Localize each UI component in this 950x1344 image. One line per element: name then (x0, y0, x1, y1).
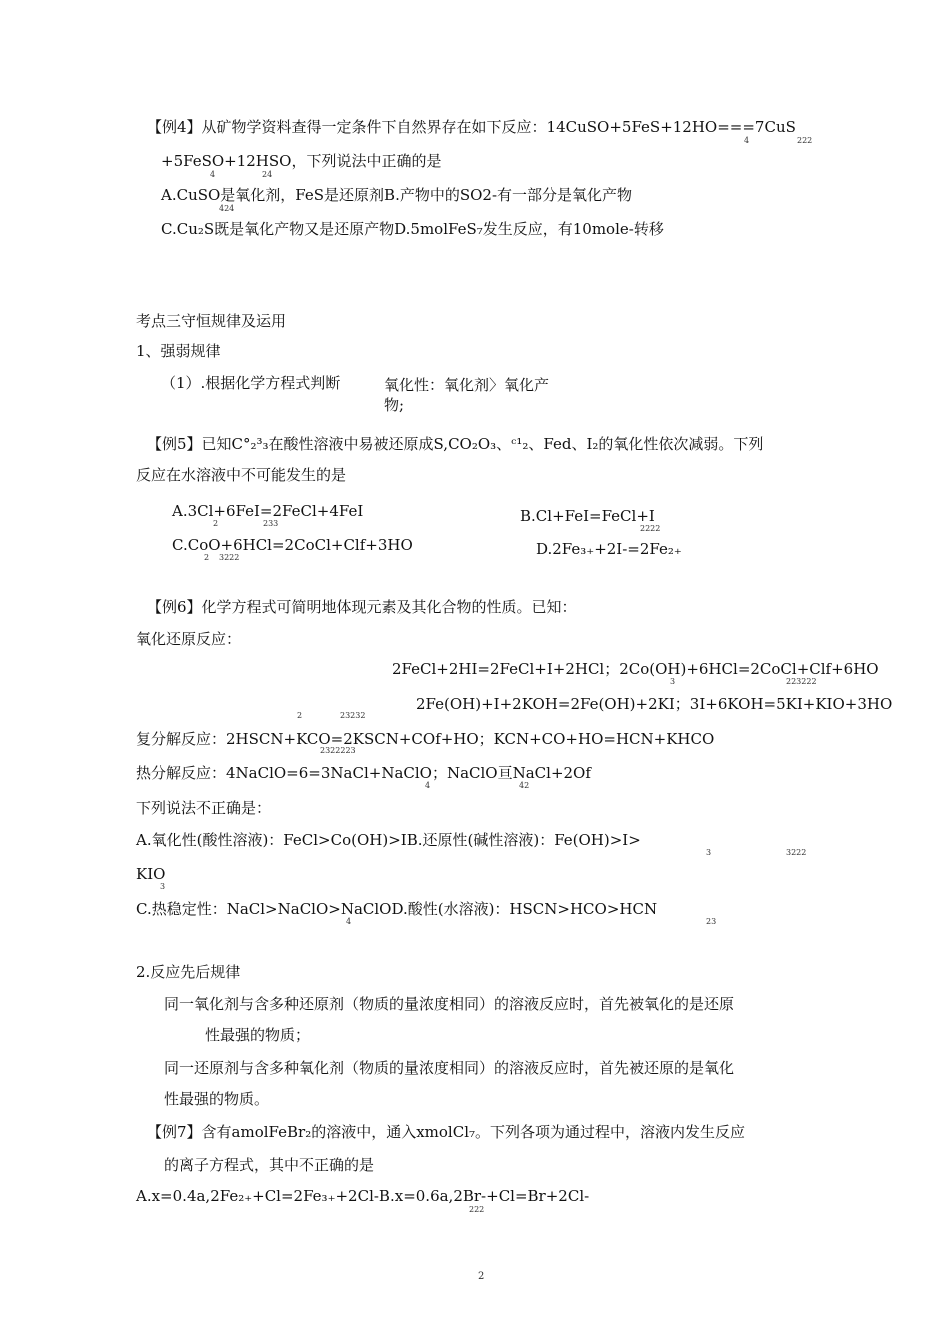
ex4-sub1a: 4 (744, 136, 750, 145)
ex6-eq3: 复分解反应：2HSCN+KCO=2KSCN+COf+HO；KCN+CO+HO=HCN+KHCO (136, 730, 715, 748)
ex6-sub-opta3: 3 (160, 882, 166, 891)
ex7-sub-ab: 222 (469, 1205, 485, 1214)
ex4-sub-ab: 424 (219, 204, 235, 213)
ex6-sub-optc2: 23 (706, 917, 717, 926)
ex5-option-d: D.2Fe₃₊+2I-=2Fe₂₊ (536, 540, 682, 558)
ex4-option-cd: C.Cu₂S既是氧化产物又是还原产物D.5molFeS₇发生反应，有10mole-转移 (161, 220, 664, 238)
ex4-sub2b: 24 (262, 170, 273, 179)
ex5-sub-a2: 233 (263, 519, 279, 528)
ex6-eq1: 2FeCl+2HI=2FeCl+I+2HCl；2Co(OH)+6HCl=2CoCl+Clf+6HO (392, 660, 879, 678)
ex5-sub-c2: 3222 (219, 553, 240, 562)
ex6-eq4: 热分解反应：4NaClO=6=3NaCl+NaClO；NaClO亘NaCl+2Of (136, 764, 591, 782)
rule1-item1: （1）.根据化学方程式判断 (161, 374, 341, 392)
ex5-sub-b: 2222 (640, 524, 661, 533)
ex7-option-ab: A.x=0.4a,2Fe₂₊+Cl=2Fe₃₊+2Cl-B.x=0.6a,2Br-+Cl=Br+2Cl- (136, 1187, 590, 1205)
ex6-sub-opta2: 3222 (786, 848, 807, 857)
ex6-eq2: 2Fe(OH)+I+2KOH=2Fe(OH)+2KI；3I+6KOH=5KI+KIO+3HO (416, 695, 893, 713)
rule2-p2-line2: 性最强的物质。 (164, 1090, 270, 1108)
rule1-note-line2: 物; (384, 396, 405, 414)
ex5-option-a: A.3Cl+6FeI=2FeCl+4FeI (172, 502, 364, 520)
ex6-sub-eq1b: 223222 (786, 677, 817, 686)
rule2-p2-line1: 同一还原剂与含多种氧化剂（物质的量浓度相同）的溶液反应时，首先被还原的是氧化 (164, 1059, 735, 1077)
ex5-sub-c1: 2 (204, 553, 210, 562)
ex5-option-c: C.CoO+6HCl=2CoCl+Clf+3HO (172, 536, 413, 554)
ex6-sub-eq4b: 42 (519, 781, 530, 790)
ex6-sub-optc1: 4 (346, 917, 352, 926)
rule1-title: 1、强弱规律 (136, 342, 221, 360)
ex6-sub-opta1: 3 (706, 848, 712, 857)
ex6-sub-eq2b: 23232 (340, 711, 366, 720)
ex6-question: 下列说法不正确是： (136, 799, 272, 817)
ex7-line1: 【例7】含有amolFeBr₂的溶液中，通入xmolCl₇。下列各项为通过程中，溶液内发生反应 (147, 1123, 746, 1141)
ex6-line2: 氧化还原反应： (136, 630, 242, 648)
ex4-option-ab: A.CuSO是氧化剂，FeS是还原剂B.产物中的SO2-有一部分是氧化产物 (161, 186, 633, 204)
ex6-option-cd: C.热稳定性：NaCl>NaClO>NaClOD.酸性(水溶液)：HSCN>HCO>HCN (136, 900, 658, 918)
ex4-line2: +5FeSO+12HSO，下列说法中正确的是 (161, 152, 442, 170)
ex6-option-ab: A.氧化性(酸性溶液)：FeCl>Co(OH)>IB.还原性(碱性溶液)：Fe(OH)>I> (136, 831, 641, 849)
ex6-sub-eq4a: 4 (425, 781, 431, 790)
section-title: 考点三守恒规律及运用 (136, 312, 287, 330)
page-number: 2 (478, 1271, 485, 1282)
ex5-sub-a1: 2 (213, 519, 219, 528)
ex6-sub-eq1a: 3 (670, 677, 676, 686)
ex4-sub1b: 222 (797, 136, 813, 145)
ex6-sub-eq2a: 2 (297, 711, 303, 720)
rule2-title: 2.反应先后规律 (136, 963, 241, 981)
ex5-line2: 反应在水溶液中不可能发生的是 (136, 466, 347, 484)
ex4-sub2a: 4 (210, 170, 216, 179)
ex5-option-b: B.Cl+FeI=FeCl+I (520, 507, 655, 525)
rule1-note-line1: 氧化性：氧化剂〉氧化产 (384, 376, 550, 394)
ex7-line2: 的离子方程式，其中不正确的是 (164, 1156, 375, 1174)
ex4-line1: 【例4】从矿物学资料查得一定条件下自然界存在如下反应：14CuSO+5FeS+12HO===7CuS (147, 118, 796, 136)
rule2-p1-line1: 同一氧化剂与含多种还原剂（物质的量浓度相同）的溶液反应时，首先被氧化的是还原 (164, 995, 735, 1013)
rule2-p1-line2: 性最强的物质； (205, 1026, 311, 1044)
ex6-option-b-cont: KIO (136, 865, 166, 883)
ex5-line1: 【例5】已知C°₂³₃在酸性溶液中易被还原成S,CO₂O₃、ᶜ¹₂、Fed、I₂的氧化性依次减弱。下列 (147, 435, 764, 453)
ex6-line1: 【例6】化学方程式可简明地体现元素及其化合物的性质。已知： (147, 598, 577, 616)
ex6-sub-eq3: 2322223 (320, 746, 356, 755)
